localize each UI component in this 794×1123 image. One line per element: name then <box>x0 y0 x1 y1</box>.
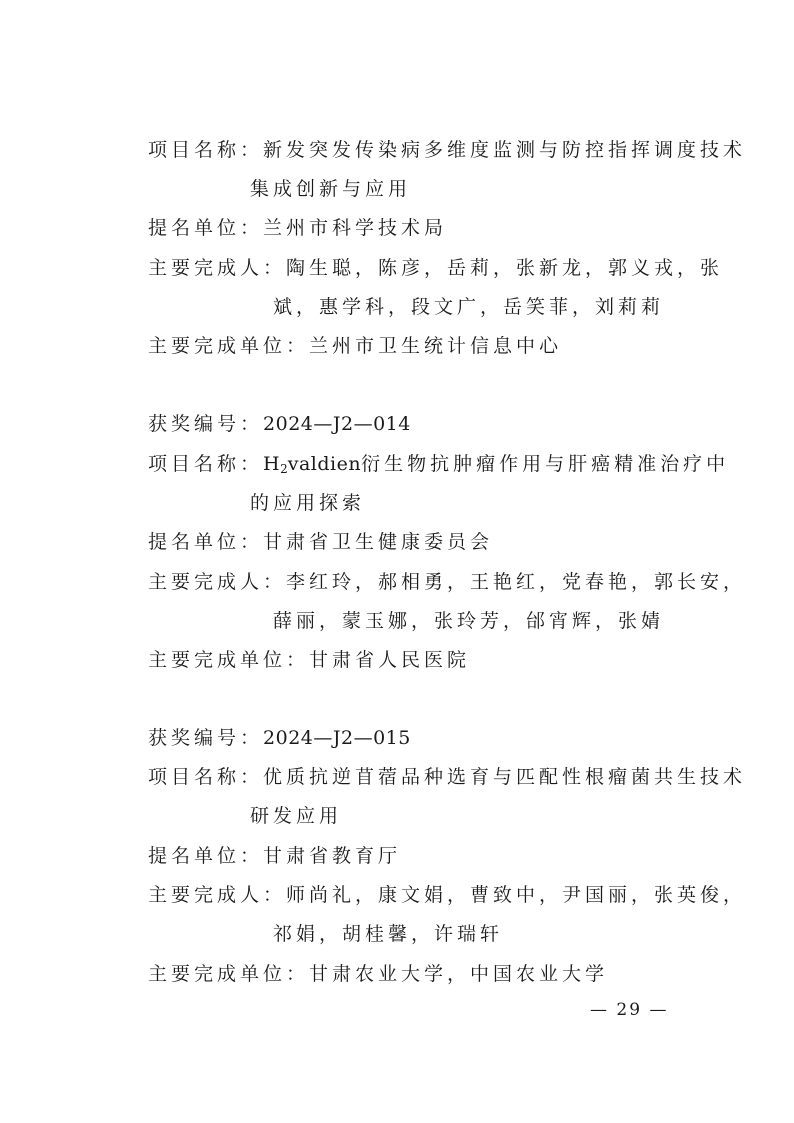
main-contributors-value: 李红玲，郝相勇，王艳红，党春艳，郭长安， <box>286 571 747 593</box>
award-number-value: 2024—J2—015 <box>263 727 411 749</box>
project-name-formula-word: valdien <box>287 453 362 475</box>
main-units-line <box>148 962 608 986</box>
nominator-value: 甘肃省卫生健康委员会 <box>263 531 494 553</box>
main-contributors-continuation: 斌，惠学科，段文广，岳笑菲，刘莉莉 <box>273 296 665 318</box>
project-name-value: 衍生物抗肿瘤作用与肝癌精准治疗中 <box>361 453 730 475</box>
award-number-value: 2024—J2—014 <box>263 413 411 435</box>
nominator-line <box>148 530 493 554</box>
project-name-continuation: 研发应用 <box>250 805 343 827</box>
project-name-line <box>148 138 746 162</box>
nominator-label: 提名单位： <box>148 845 264 867</box>
nominator-line <box>148 844 401 868</box>
main-contributors-value: 陶生聪，陈彦，岳莉，张新龙，郭义戎，张 <box>286 257 724 279</box>
project-name-label: 项目名称： <box>148 453 264 475</box>
main-contributors-line <box>148 883 746 907</box>
award-number-line <box>148 726 411 750</box>
main-units-line <box>148 648 470 672</box>
main-contributors-line <box>148 570 746 594</box>
main-contributors-line <box>148 256 723 280</box>
nominator-line <box>148 216 447 240</box>
main-contributors-continuation: 祁娟，胡桂馨，许瑞轩 <box>273 923 504 945</box>
nominator-label: 提名单位： <box>148 217 264 239</box>
project-name-continuation: 集成创新与应用 <box>250 178 412 200</box>
main-units-value: 兰州市卫生统计信息中心 <box>309 335 563 357</box>
project-name-line <box>148 452 729 481</box>
main-units-value: 甘肃农业大学，中国农业大学 <box>309 963 609 985</box>
main-contributors-label: 主要完成人： <box>148 257 287 279</box>
main-contributors-continuation: 薛丽，蒙玉娜，张玲芳，邰宵辉，张婧 <box>273 610 665 632</box>
main-contributors-value: 师尚礼，康文娟，曹致中，尹国丽，张英俊， <box>286 884 747 906</box>
project-name-formula-subscript: 2 <box>280 462 288 476</box>
nominator-value: 兰州市科学技术局 <box>263 217 448 239</box>
main-units-label: 主要完成单位： <box>148 649 310 671</box>
project-name-line <box>148 765 746 789</box>
main-units-label: 主要完成单位： <box>148 335 310 357</box>
main-units-line <box>148 334 562 358</box>
nominator-label: 提名单位： <box>148 531 264 553</box>
main-contributors-label: 主要完成人： <box>148 571 287 593</box>
project-name-label: 项目名称： <box>148 139 264 161</box>
project-name-value: 新发突发传染病多维度监测与防控指挥调度技术 <box>263 139 747 161</box>
project-name-continuation: 的应用探索 <box>250 492 366 514</box>
project-name-value: 优质抗逆苜蓿品种选育与匹配性根瘤菌共生技术 <box>263 766 747 788</box>
award-number-label: 获奖编号： <box>148 413 264 435</box>
project-name-label: 项目名称： <box>148 766 264 788</box>
main-contributors-label: 主要完成人： <box>148 884 287 906</box>
main-units-label: 主要完成单位： <box>148 963 310 985</box>
main-units-value: 甘肃省人民医院 <box>309 649 471 671</box>
page-number: — 29 — <box>590 1000 669 1020</box>
award-number-line <box>148 412 411 436</box>
project-name-formula-h: H <box>263 453 281 475</box>
nominator-value: 甘肃省教育厅 <box>263 845 402 867</box>
award-number-label: 获奖编号： <box>148 727 264 749</box>
